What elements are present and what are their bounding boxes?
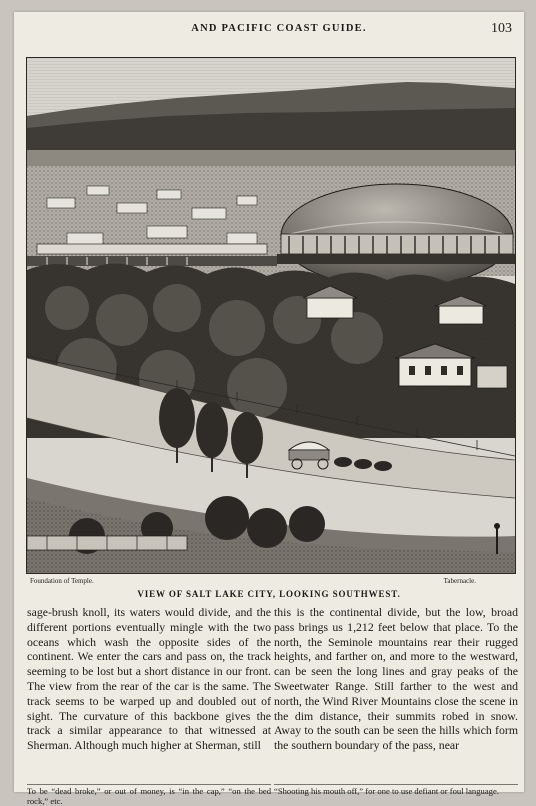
figure-label-right: Tabernacle. — [443, 577, 476, 585]
footnote-right: “Shooting his mouth off,” for one to use defiant or foul language. — [274, 786, 499, 796]
body-column-right: this is the continental divide, but the low, broad pass brings us 1,212 feet below that place. To the north, the Seminole mountains rear their rugged heights, and farther on, and more to the westward, can be seen the long lines and gray peaks of the Sweetwater Range. Still farther to the west and north, the Wind River Mountains close the scene in the dim distance, their summits robed in snow. Away to the south can be seen the hills which form the southern boundary of the pass, near — [274, 605, 518, 753]
running-head — [14, 21, 524, 39]
footnote-left: To be “dead broke,” or out of money, is “in the cap,” “on the bed rock,” etc. — [27, 786, 271, 806]
figure-title: VIEW OF SALT LAKE CITY, LOOKING SOUTHWEST. — [137, 589, 401, 599]
footnote-rule-left — [27, 784, 271, 785]
footnote-rule-right — [274, 784, 518, 785]
figure-label-left: Foundation of Temple. — [30, 577, 94, 585]
book-page — [14, 12, 524, 806]
running-title: AND PACIFIC COAST GUIDE. — [191, 23, 367, 34]
salt-lake-city-engraving — [26, 57, 516, 574]
body-column-left: sage-brush knoll, its waters would divide, and the different portions eventually mingle with the two oceans which wash the opposite sides of the continent. We enter the cars and pass on, the track seeming to be lost but a short distance in our front. The view from the rear of the car is the same. The track seems to be warped up and doubled out of sight. The curvature of this backbone gives the track a similar appearance to that witnessed at Sherman. Although much higher at Sherman, still — [27, 605, 271, 753]
page-number: 103 — [491, 21, 512, 36]
